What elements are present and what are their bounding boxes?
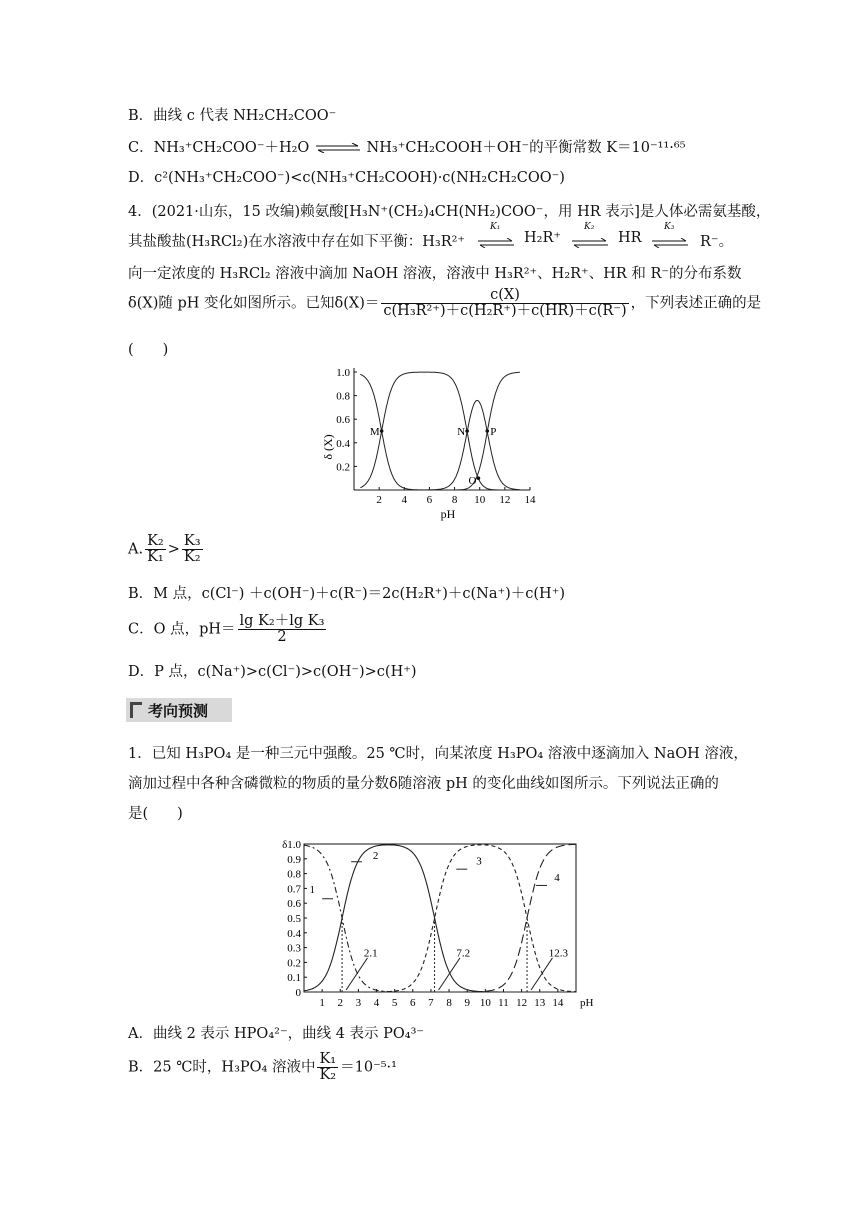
equilibrium-arrow-icon: [570, 238, 610, 248]
k3-label: K₃: [664, 222, 675, 232]
point-label: N: [457, 426, 466, 438]
distribution-fraction: $\frac{c(X)}{\text{c(H₃R²⁺)＋c(H₂R⁺)＋c(HR)＋c(R⁻)}}$: [383, 287, 627, 319]
x-tick-label: 3: [355, 997, 362, 1009]
series-line: [304, 845, 576, 992]
y-tick-label: 0.8: [336, 390, 350, 403]
x-tick-label: 10: [474, 494, 486, 506]
data-point: [380, 429, 384, 433]
series-line: [304, 845, 576, 992]
x-tick-label: 8: [451, 494, 458, 506]
curve-label: 3: [476, 855, 482, 868]
y-axis-label: δ1.0: [282, 839, 301, 851]
x-tick-label: 4: [401, 494, 408, 506]
q4-option-a: A. $\frac{\text{K₂}}{\text{K₁}}$ > $\frac{\text{K₃}}{\text{K₂}}$: [128, 533, 201, 565]
q4-stem-line4: [128, 288, 761, 319]
x-tick-label: 12: [516, 997, 528, 1009]
x-axis-label: pH: [440, 507, 456, 521]
x-tick-label: 14: [552, 997, 564, 1009]
data-point: [485, 429, 489, 433]
x-tick-label: 13: [534, 997, 546, 1009]
data-point: [465, 429, 469, 433]
p1-stem-line2: 滴加过程中各种含磷微粒的物质的量分数δ随溶液 pH 的变化曲线如图所示。下列说法正确的: [128, 776, 719, 792]
pka-leader: [531, 958, 552, 990]
h2r-species: H₂R⁺: [524, 230, 562, 246]
pka-leader: [439, 958, 460, 990]
series-line: [304, 845, 576, 992]
equilibrium-arrow-icon: [650, 238, 690, 248]
q4-stem-line2: [128, 230, 465, 251]
point-label: O: [468, 475, 477, 488]
q4-stem-line3: 向一定浓度的 H₃RCl₂ 溶液中滴加 NaOH 溶液，溶液中 H₃R²⁺、H₂R⁺、HR 和 R⁻的分布系数: [128, 266, 742, 282]
equilibrium-arrow-icon: [314, 143, 362, 153]
pka-label: 7.2: [456, 947, 471, 960]
y-tick-label: 0.9: [287, 853, 301, 866]
point-label: M: [369, 426, 380, 438]
y-tick-label: 0.7: [287, 883, 301, 896]
y-tick-label: 0.6: [336, 414, 350, 427]
y-tick-label: 0.4: [336, 437, 350, 450]
y-tick-label: 1.0: [336, 367, 350, 379]
x-axis-label: pH: [580, 997, 594, 1009]
x-tick-label: 6: [426, 494, 433, 506]
q4-stem-line4-text: δ(X)随 pH 变化如图所示。已知δ(X)＝: [128, 295, 380, 312]
section-marker-icon: [130, 702, 142, 718]
q3-option-c: [128, 136, 686, 157]
r-species: R⁻。: [700, 234, 734, 250]
hr-species: HR: [618, 230, 642, 246]
y-axis-label: δ (X): [321, 434, 335, 460]
y-tick-label: 0.8: [287, 868, 301, 881]
x-tick-label: 1: [319, 997, 325, 1009]
y-tick-label: 0.5: [287, 913, 301, 925]
q3-option-b: B．曲线 c 代表 NH₂CH₂COO⁻: [128, 108, 337, 124]
p1-stem-line1: 1．已知 H₃PO₄ 是一种三元中强酸。25 ℃时，向某浓度 H₃PO₄ 溶液中逐滴加入 NaOH 溶液，: [128, 746, 748, 762]
y-tick-label: 0.3: [287, 942, 301, 955]
x-tick-label: 4: [373, 997, 380, 1009]
x-tick-label: 9: [464, 997, 470, 1009]
phosphate-distribution-chart: [268, 836, 598, 1032]
k2-label: K₂: [584, 222, 595, 232]
y-tick-label: 0.4: [287, 927, 301, 940]
k1-label: K₁: [490, 222, 501, 232]
x-tick-label: 10: [479, 997, 491, 1009]
section-title: 考向预测: [148, 702, 209, 720]
q4-stem-line1: 4．(2021·山东，15 改编)赖氨酸[H₃N⁺(CH₂)₄CH(NH₂)COO⁻，用 HR 表示]是人体必需氨基酸，: [128, 204, 771, 220]
x-tick-label: 7: [428, 997, 434, 1009]
q3-option-c-left: C．NH₃⁺CH₂COO⁻＋H₂O: [128, 140, 310, 156]
q4-option-c: C．O 点，pH＝ $\frac{\text{lg K₂＋lg K₃}}{2}$: [128, 613, 325, 645]
x-tick-label: 8: [446, 997, 452, 1009]
y-tick-label: 0.1: [287, 972, 301, 985]
p1-option-b: B．25 ℃时，H₃PO₄ 溶液中 $\frac{\text{K₁}}{\text{K₂}}$ ＝10⁻⁵·¹: [128, 1051, 397, 1083]
p1-stem-line3: 是( ): [128, 806, 183, 822]
x-tick-label: 2: [337, 997, 344, 1009]
section-header: [126, 698, 232, 722]
point-label: P: [490, 426, 497, 438]
x-tick-label: 2: [376, 494, 382, 506]
q4-stem-line2-text: 其盐酸盐(H₃RCl₂)在水溶液中存在如下平衡：H₃R²⁺: [128, 234, 466, 250]
x-tick-label: 6: [410, 997, 416, 1009]
q4-stem-line4-end: ，下列表述正确的是: [630, 295, 762, 312]
y-tick-label: 0.2: [287, 957, 301, 970]
x-tick-label: 5: [391, 997, 398, 1009]
curve-label: 1: [309, 883, 315, 896]
curve-label: 2: [372, 849, 379, 862]
x-tick-label: 14: [524, 494, 536, 506]
q4-option-b: B．M 点，c(Cl⁻) ＋c(OH⁻)＋c(R⁻)＝2c(H₂R⁺)＋c(Na⁺)＋c(H⁺): [128, 586, 566, 602]
pka-label: 12.3: [548, 947, 569, 960]
equilibrium-arrow-icon: [476, 238, 516, 248]
pka-label: 2.1: [363, 947, 378, 960]
q3-option-c-right: NH₃⁺CH₂COOH＋OH⁻的平衡常数 K＝10⁻¹¹·⁶⁵: [366, 140, 686, 156]
x-tick-label: 12: [499, 494, 511, 506]
plot-frame: [304, 844, 576, 992]
x-tick-label: 11: [498, 997, 509, 1009]
series-line: [304, 844, 576, 992]
q4-answer-paren: ( ): [128, 342, 169, 358]
q4-option-d: D．P 点，c(Na⁺)>c(Cl⁻)>c(OH⁻)>c(H⁺): [128, 664, 417, 680]
y-tick-label: 0.2: [336, 461, 350, 474]
y-tick-label: 0: [295, 987, 301, 999]
curve-label: 4: [554, 872, 560, 884]
data-point: [477, 476, 481, 480]
q3-option-d: D．c²(NH₃⁺CH₂COO⁻)<c(NH₃⁺CH₂COOH)·c(NH₂CH₂COO⁻): [128, 170, 565, 186]
p1-option-a: A．曲线 2 表示 HPO₄²⁻，曲线 4 表示 PO₄³⁻: [128, 1026, 425, 1042]
lysine-distribution-chart: [318, 360, 548, 530]
y-tick-label: 0.6: [287, 898, 301, 911]
pka-leader: [346, 958, 367, 990]
